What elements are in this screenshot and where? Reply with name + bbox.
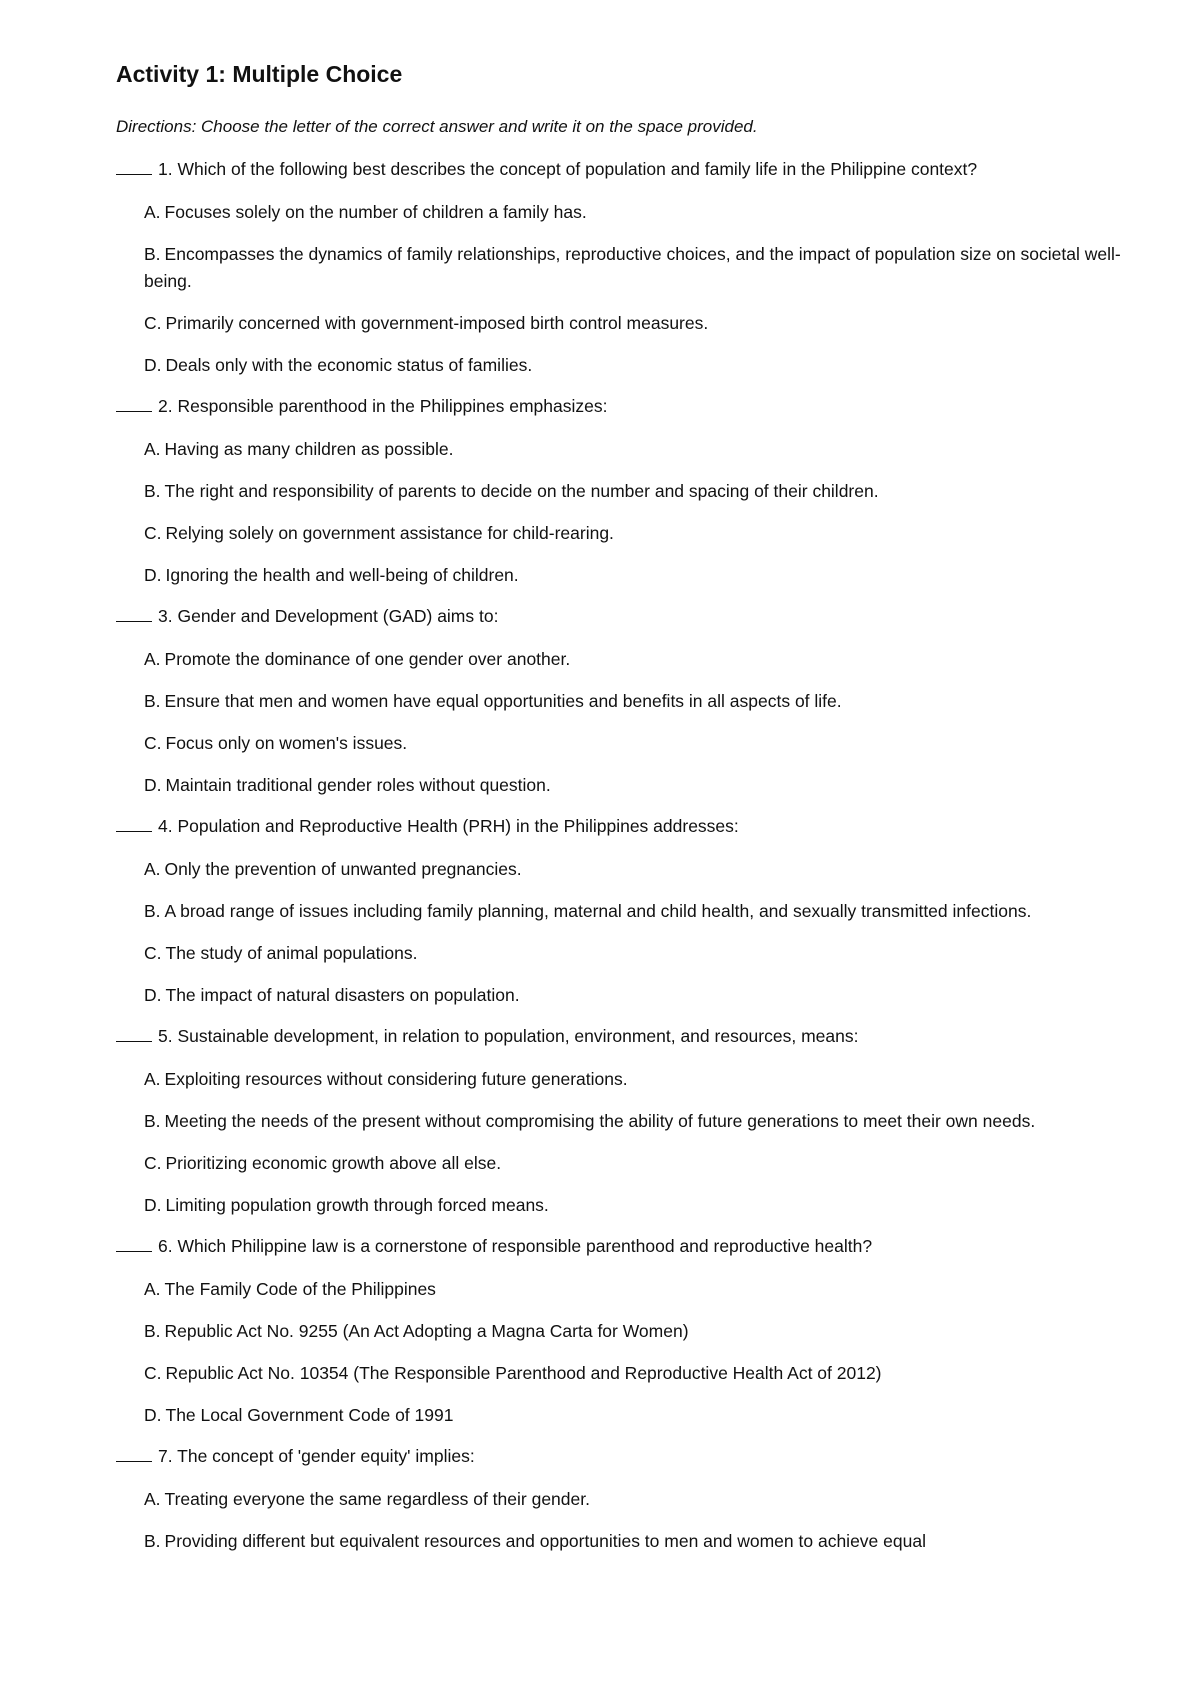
choice-letter: B. bbox=[144, 1531, 161, 1551]
choice-option bbox=[144, 562, 1156, 589]
choice-option bbox=[144, 1528, 1156, 1555]
question-stem bbox=[116, 1024, 1156, 1048]
answer-blank[interactable] bbox=[116, 1025, 152, 1042]
choice-option bbox=[144, 646, 1156, 673]
choice-letter: D. bbox=[144, 985, 162, 1005]
answer-blank[interactable] bbox=[116, 395, 152, 412]
choice-text: Maintain traditional gender roles without question. bbox=[165, 775, 551, 795]
choice-text: Primarily concerned with government-imposed birth control measures. bbox=[165, 313, 709, 333]
question-4 bbox=[116, 814, 1156, 1009]
choice-option bbox=[144, 1360, 1156, 1387]
question-number: 6. bbox=[158, 1236, 173, 1256]
choice-text: Republic Act No. 9255 (An Act Adopting a Magna Carta for Women) bbox=[164, 1321, 689, 1341]
choice-option bbox=[144, 1486, 1156, 1513]
choice-option bbox=[144, 730, 1156, 757]
choice-text: Promote the dominance of one gender over another. bbox=[164, 649, 571, 669]
question-3 bbox=[116, 604, 1156, 799]
choice-letter: A. bbox=[144, 649, 161, 669]
choice-letter: D. bbox=[144, 775, 162, 795]
question-list bbox=[116, 157, 1156, 1555]
question-text: Which Philippine law is a cornerstone of responsible parenthood and reproductive health? bbox=[177, 1236, 873, 1256]
choice-text: The Local Government Code of 1991 bbox=[165, 1405, 454, 1425]
choice-letter: C. bbox=[144, 1153, 162, 1173]
choice-text: Republic Act No. 10354 (The Responsible Parenthood and Reproductive Health Act of 2012) bbox=[165, 1363, 882, 1383]
choice-letter: C. bbox=[144, 733, 162, 753]
choice-text: The impact of natural disasters on population. bbox=[165, 985, 520, 1005]
question-text: Responsible parenthood in the Philippines emphasizes: bbox=[177, 396, 608, 416]
choice-text: Focuses solely on the number of children a family has. bbox=[164, 202, 587, 222]
choice-letter: A. bbox=[144, 1069, 161, 1089]
choice-letter: A. bbox=[144, 439, 161, 459]
choice-letter: A. bbox=[144, 1489, 161, 1509]
answer-blank[interactable] bbox=[116, 1445, 152, 1462]
choice-text: Ensure that men and women have equal opportunities and benefits in all aspects of life. bbox=[164, 691, 842, 711]
choice-text: Focus only on women's issues. bbox=[165, 733, 408, 753]
choice-option bbox=[144, 772, 1156, 799]
choice-text: A broad range of issues including family planning, maternal and child health, and sexually transmitted infections. bbox=[164, 901, 1032, 921]
choice-option bbox=[144, 1150, 1156, 1177]
question-1 bbox=[116, 157, 1156, 379]
choice-text: The right and responsibility of parents to decide on the number and spacing of their children. bbox=[164, 481, 879, 501]
choice-letter: C. bbox=[144, 943, 162, 963]
choice-letter: B. bbox=[144, 481, 161, 501]
choice-option bbox=[144, 520, 1156, 547]
answer-blank[interactable] bbox=[116, 1235, 152, 1252]
choice-text: Encompasses the dynamics of family relationships, reproductive choices, and the impact of population size on societal well-being. bbox=[144, 244, 1121, 291]
choice-text: Treating everyone the same regardless of their gender. bbox=[164, 1489, 590, 1509]
directions-text: Directions: Choose the letter of the correct answer and write it on the space provided. bbox=[116, 117, 758, 136]
choice-option bbox=[144, 352, 1156, 379]
choice-text: The Family Code of the Philippines bbox=[164, 1279, 436, 1299]
choice-text: Prioritizing economic growth above all else. bbox=[165, 1153, 502, 1173]
choice-text: Providing different but equivalent resources and opportunities to men and women to achieve equal bbox=[164, 1531, 926, 1551]
choice-text: Exploiting resources without considering future generations. bbox=[164, 1069, 628, 1089]
choice-letter: C. bbox=[144, 523, 162, 543]
question-stem bbox=[116, 1234, 1156, 1258]
question-number: 2. bbox=[158, 396, 173, 416]
question-stem bbox=[116, 394, 1156, 418]
question-number: 7. bbox=[158, 1446, 173, 1466]
choice-letter: D. bbox=[144, 565, 162, 585]
choice-option bbox=[144, 478, 1156, 505]
choice-letter: B. bbox=[144, 1111, 161, 1131]
question-2 bbox=[116, 394, 1156, 589]
document-content bbox=[116, 58, 1156, 1570]
question-number: 1. bbox=[158, 159, 173, 179]
choice-text: Meeting the needs of the present without compromising the ability of future generations to meet their own needs. bbox=[164, 1111, 1036, 1131]
choice-option bbox=[144, 436, 1156, 463]
choice-option bbox=[144, 1276, 1156, 1303]
choice-letter: A. bbox=[144, 859, 161, 879]
choice-option bbox=[144, 199, 1156, 226]
choice-letter: B. bbox=[144, 1321, 161, 1341]
choice-option bbox=[144, 1402, 1156, 1429]
choice-text: Only the prevention of unwanted pregnancies. bbox=[164, 859, 522, 879]
question-stem bbox=[116, 604, 1156, 628]
question-text: Gender and Development (GAD) aims to: bbox=[177, 606, 499, 626]
choice-option bbox=[144, 688, 1156, 715]
choice-text: Ignoring the health and well-being of children. bbox=[165, 565, 519, 585]
question-text: Population and Reproductive Health (PRH) in the Philippines addresses: bbox=[177, 816, 739, 836]
choice-letter: B. bbox=[144, 244, 161, 264]
question-text: The concept of 'gender equity' implies: bbox=[177, 1446, 475, 1466]
question-stem bbox=[116, 1444, 1156, 1468]
choice-text: Having as many children as possible. bbox=[164, 439, 454, 459]
choice-option bbox=[144, 310, 1156, 337]
choice-letter: D. bbox=[144, 1195, 162, 1215]
question-text: Which of the following best describes the concept of population and family life in the Philippine context? bbox=[177, 159, 978, 179]
question-5 bbox=[116, 1024, 1156, 1219]
question-number: 4. bbox=[158, 816, 173, 836]
choice-letter: B. bbox=[144, 691, 161, 711]
choice-option bbox=[144, 982, 1156, 1009]
question-6 bbox=[116, 1234, 1156, 1429]
choice-option bbox=[144, 1192, 1156, 1219]
choice-option bbox=[144, 898, 1156, 925]
choice-option bbox=[144, 856, 1156, 883]
activity-title: Activity 1: Multiple Choice bbox=[116, 61, 403, 87]
choice-letter: A. bbox=[144, 202, 161, 222]
choice-option bbox=[144, 940, 1156, 967]
choice-option bbox=[144, 1066, 1156, 1093]
choice-letter: B. bbox=[144, 901, 161, 921]
choice-text: Relying solely on government assistance for child-rearing. bbox=[165, 523, 614, 543]
question-text: Sustainable development, in relation to population, environment, and resources, means: bbox=[177, 1026, 859, 1046]
choice-letter: C. bbox=[144, 1363, 162, 1383]
choice-letter: C. bbox=[144, 313, 162, 333]
choice-text: The study of animal populations. bbox=[165, 943, 418, 963]
question-7 bbox=[116, 1444, 1156, 1555]
answer-blank[interactable] bbox=[116, 158, 152, 175]
question-stem bbox=[116, 157, 1156, 181]
question-stem bbox=[116, 814, 1156, 838]
answer-blank[interactable] bbox=[116, 605, 152, 622]
choice-text: Deals only with the economic status of families. bbox=[165, 355, 533, 375]
answer-blank[interactable] bbox=[116, 815, 152, 832]
choice-letter: D. bbox=[144, 355, 162, 375]
question-number: 3. bbox=[158, 606, 173, 626]
question-number: 5. bbox=[158, 1026, 173, 1046]
choice-text: Limiting population growth through forced means. bbox=[165, 1195, 549, 1215]
choice-letter: D. bbox=[144, 1405, 162, 1425]
choice-option bbox=[144, 1318, 1156, 1345]
choice-letter: A. bbox=[144, 1279, 161, 1299]
choice-option bbox=[144, 1108, 1156, 1135]
choice-option bbox=[144, 241, 1156, 295]
